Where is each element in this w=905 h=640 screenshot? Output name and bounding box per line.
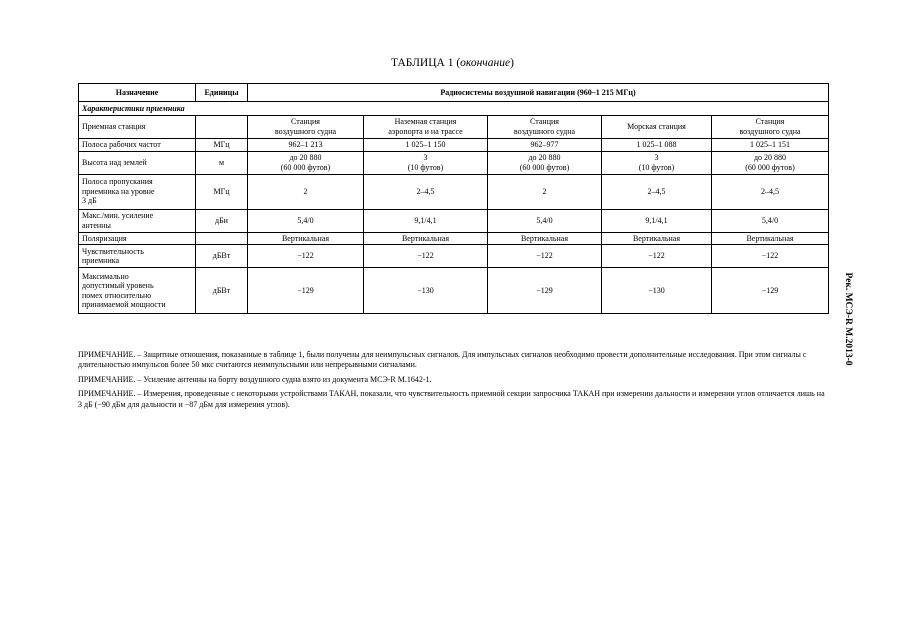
row-value: 1 025–1 151 bbox=[712, 139, 829, 152]
row-label: Поляризация bbox=[79, 232, 196, 245]
row-value: Наземная станция аэропорта и на трассе bbox=[364, 116, 488, 139]
row-unit: дБВт bbox=[196, 268, 248, 314]
side-label-text: Рек. МСЭ-R M.2013-0 bbox=[843, 272, 853, 366]
row-label: Полоса пропускания приемника на уровне 3 дБ bbox=[79, 174, 196, 209]
note-3: ПРИМЕЧАНИЕ. – Измерения, проведенные с некоторыми устройствами ТАКАН, показали, что чувствительность приемной секции запросчика ТАКАН при измерении дальности и измерении углов отличается лишь на 3 дБ (−90 дБм для дальности и −87 дБм для измерения углов). bbox=[78, 389, 825, 409]
row-value: 962–1 213 bbox=[248, 139, 364, 152]
row-value: 3 (10 футов) bbox=[364, 151, 488, 174]
row-value: 5,4/0 bbox=[488, 209, 602, 232]
row-value: −122 bbox=[364, 245, 488, 268]
header-purpose: Назначение bbox=[79, 84, 196, 102]
note-1: ПРИМЕЧАНИЕ. – Защитные отношения, показанные в таблице 1, были получены для неимпульсных сигналов. Для импульсных сигналов необходимо провести дополнительные исследования. При этом сигналы с длительностью импульсов более 50 мкс считаются неимпульсными или непрерывными сигналами. bbox=[78, 350, 807, 370]
row-unit: дБВт bbox=[196, 245, 248, 268]
table-row bbox=[79, 209, 829, 232]
table-row bbox=[79, 151, 829, 174]
header-systems: Радиосистемы воздушной навигации (960–1 215 МГц) bbox=[248, 84, 829, 102]
row-value: 2–4,5 bbox=[712, 174, 829, 209]
row-value: −122 bbox=[712, 245, 829, 268]
row-unit: МГц bbox=[196, 174, 248, 209]
row-value: 2–4,5 bbox=[364, 174, 488, 209]
row-value: Вертикальная bbox=[602, 232, 712, 245]
row-value: Вертикальная bbox=[712, 232, 829, 245]
row-value: −129 bbox=[712, 268, 829, 314]
row-label: Высота над землей bbox=[79, 151, 196, 174]
row-value: −129 bbox=[248, 268, 364, 314]
row-value: Вертикальная bbox=[488, 232, 602, 245]
row-value: 2–4,5 bbox=[602, 174, 712, 209]
table-row bbox=[79, 245, 829, 268]
row-unit: м bbox=[196, 151, 248, 174]
row-unit bbox=[196, 232, 248, 245]
row-value: до 20 880 (60 000 футов) bbox=[488, 151, 602, 174]
table-row bbox=[79, 139, 829, 152]
header-units: Единицы bbox=[196, 84, 248, 102]
row-value: 1 025–1 088 bbox=[602, 139, 712, 152]
table-row bbox=[79, 174, 829, 209]
notes bbox=[78, 350, 830, 414]
row-unit: дБи bbox=[196, 209, 248, 232]
row-value: 2 bbox=[248, 174, 364, 209]
section-row bbox=[79, 102, 829, 116]
caption-close: ) bbox=[510, 57, 514, 69]
row-value: −122 bbox=[248, 245, 364, 268]
row-value: −122 bbox=[488, 245, 602, 268]
row-value: 962–977 bbox=[488, 139, 602, 152]
row-value: Вертикальная bbox=[364, 232, 488, 245]
row-value: −130 bbox=[602, 268, 712, 314]
row-value: 9,1/4,1 bbox=[602, 209, 712, 232]
row-value: 5,4/0 bbox=[712, 209, 829, 232]
row-value: Вертикальная bbox=[248, 232, 364, 245]
row-value: −129 bbox=[488, 268, 602, 314]
row-value: до 20 880 (60 000 футов) bbox=[248, 151, 364, 174]
table-row bbox=[79, 268, 829, 314]
row-value: −122 bbox=[602, 245, 712, 268]
row-value: Станция воздушного судна bbox=[248, 116, 364, 139]
row-value: 5,4/0 bbox=[248, 209, 364, 232]
row-value: Морская станция bbox=[602, 116, 712, 139]
row-value: 1 025–1 150 bbox=[364, 139, 488, 152]
row-value: Станция воздушного судна bbox=[488, 116, 602, 139]
row-label: Макс./мин. усиление антенны bbox=[79, 209, 196, 232]
row-value: 9,1/4,1 bbox=[364, 209, 488, 232]
row-value: 3 (10 футов) bbox=[602, 151, 712, 174]
row-value: до 20 880 (60 000 футов) bbox=[712, 151, 829, 174]
table-caption bbox=[0, 57, 905, 69]
caption-main: ТАБЛИЦА 1 ( bbox=[391, 57, 461, 69]
header-row bbox=[79, 84, 829, 102]
row-unit: МГц bbox=[196, 139, 248, 152]
caption-italic: окончание bbox=[460, 57, 511, 69]
section-title: Характеристики приемника bbox=[79, 102, 829, 116]
row-value: 2 bbox=[488, 174, 602, 209]
characteristics-table bbox=[78, 83, 829, 314]
row-label: Приемная станция bbox=[79, 116, 196, 139]
row-label: Максимально допустимый уровень помех относительно принимаемой мощности bbox=[79, 268, 196, 314]
table-row bbox=[79, 232, 829, 245]
row-unit bbox=[196, 116, 248, 139]
row-label: Чувствительность приемника bbox=[79, 245, 196, 268]
row-value: Станция воздушного судна bbox=[712, 116, 829, 139]
row-label: Полоса рабочих частот bbox=[79, 139, 196, 152]
note-2: ПРИМЕЧАНИЕ. – Усиление антенны на борту воздушного судна взято из документа МСЭ-R M.1642-1. bbox=[78, 374, 432, 384]
row-value: −130 bbox=[364, 268, 488, 314]
table-row bbox=[79, 116, 829, 139]
